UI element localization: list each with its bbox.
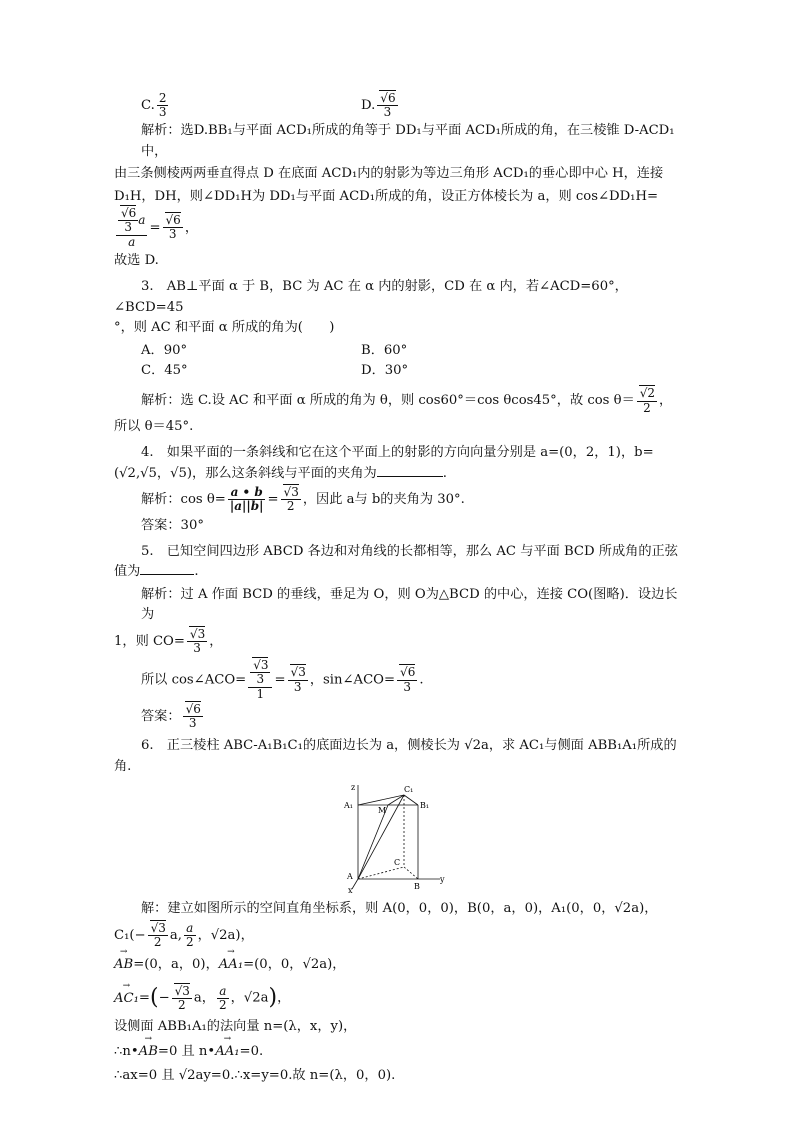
label-a1: A₁ <box>344 801 353 811</box>
q5-cos-den: 1 <box>256 686 265 701</box>
q5-line2-end: ， <box>209 634 223 650</box>
q6-vec-ab-val: =(0，a，0)， <box>133 956 219 972</box>
q2-options <box>114 92 680 119</box>
q5-stem-text: 值为 <box>114 564 141 580</box>
q4-result-num: √ 3 <box>283 484 299 499</box>
edge-c-b <box>404 867 418 879</box>
q3-solution-fraction <box>637 387 657 414</box>
q4-stem-line2 <box>114 464 680 484</box>
q6-ac1-frac1-den: 2 <box>177 997 186 1012</box>
q6-line6-vec-ab: → AB <box>139 1042 158 1062</box>
q2-option-c-denominator: 3 <box>158 105 167 120</box>
q5-cos-eq: = <box>274 672 286 688</box>
q6-ac1-frac1 <box>172 985 192 1012</box>
q5-sin-text: ，sin∠ACO= <box>309 672 396 688</box>
q5-solution-line2-text: 1，则 CO= <box>114 634 185 650</box>
q5-sin-fraction <box>397 666 417 693</box>
q3-solution-end: ， <box>659 393 673 409</box>
q6-solution-line2 <box>114 922 680 949</box>
q6-line6-c: =0. <box>239 1043 264 1059</box>
label-b1: B₁ <box>420 801 430 811</box>
q4-stem-end: . <box>442 465 447 481</box>
q6-solution-line3 <box>114 955 680 975</box>
q4-solution-text: 解析：cos θ= <box>141 492 226 508</box>
q5-line3-end: . <box>419 672 424 688</box>
q5-solution-line2 <box>114 628 680 655</box>
q3-options-row1 <box>114 341 680 361</box>
q6-solution-line4: → AC₁=(− √ $\frac{3}{2}$ a， $\frac{a}{2}$ ，√2a)， <box>114 981 680 1015</box>
label-z: z <box>351 783 356 793</box>
q5-answer <box>114 703 680 730</box>
q5-sin-num: √ 6 <box>399 664 415 679</box>
q2-inner-var: a <box>138 213 146 228</box>
q5-co-den: 3 <box>193 641 201 656</box>
label-c1: C₁ <box>404 785 414 795</box>
q4-answer: 答案：30° <box>141 517 204 533</box>
q6-c1-frac2-num: a <box>184 922 196 936</box>
q5-solution-line3 <box>114 659 680 701</box>
label-a: A <box>347 872 353 882</box>
q6-vec-aa1: → AA₁ <box>219 955 243 975</box>
q2-result-fraction <box>163 214 183 241</box>
q6-c1-frac1-num: √ 3 <box>150 920 166 935</box>
q2-solution-line1: 解析：选D.BB₁与平面 ACD₁所成的角等于 DD₁与平面 ACD₁所成的角，在三棱锥 D-ACD₁中， <box>141 123 675 159</box>
q6-c1-mid: a, <box>169 927 182 943</box>
q6-ac1-frac1-num: √ 3 <box>174 983 190 998</box>
document-body <box>114 92 680 1089</box>
q6-c1-frac2-den: 2 <box>185 934 194 949</box>
q5-cos-text: 所以 cos∠ACO= <box>141 672 247 688</box>
q2-option-d <box>361 92 581 119</box>
q2-solution-fraction <box>116 207 147 249</box>
q3-option-c: C．45° <box>141 363 188 379</box>
q6-left-paren: ( <box>149 985 159 1011</box>
q2-inner-num: √ 6 <box>120 205 136 220</box>
q5-stem-line1: 5. 已知空间四边形 ABCD 各边和对角线的长都相等，那么 AC 与平面 BCD 所成角的正弦 <box>141 544 678 560</box>
q5-cos-fraction <box>248 659 272 701</box>
q3-solution-line1 <box>114 387 680 414</box>
q5-solution-line1: 解析：过 A 作面 BCD 的垂线，垂足为 O，则 O为△BCD 的中心，连接 CO(图略)．设边长为 <box>141 586 678 623</box>
q6-ac1-frac2 <box>217 985 229 1012</box>
q2-solution-line4: 故选 D. <box>114 252 159 268</box>
q6-c1-frac1 <box>148 922 168 949</box>
q4-stem-line1: 4. 如果平面的一条斜线和它在这个平面上的射影的方向向量分别是 a=(0，2，1)，b= <box>141 445 654 461</box>
q4-answer-blank <box>377 464 443 477</box>
edge-a-c <box>358 867 404 879</box>
q3-option-a: A．90° <box>141 342 188 358</box>
q6-vec-ab: → AB <box>114 955 133 975</box>
q6-solution-line7: ∴ax=0 且 √2ay=0.∴x=y=0.故 n=(λ，0，0). <box>114 1068 396 1084</box>
q3-solution-den: 2 <box>643 400 651 415</box>
q3-solution-line2: 所以 θ＝45°. <box>114 418 194 434</box>
edge-a1-c1 <box>358 795 404 805</box>
q4-solution <box>114 486 680 513</box>
q2-option-c-fraction <box>157 92 169 119</box>
q2-fraction-den: a <box>128 234 136 249</box>
q2-option-d-label: D. <box>361 98 376 114</box>
q2-option-c-numerator: 2 <box>158 91 167 105</box>
label-c: C <box>394 858 401 868</box>
q2-option-c <box>141 92 361 119</box>
q4-result-fraction <box>281 486 301 513</box>
q6-c1-frac1-den: 2 <box>153 934 162 949</box>
q6-stem-line2: 角. <box>114 758 132 774</box>
label-m: M <box>378 806 387 816</box>
q6-vec-ac1-eq: = <box>138 990 150 1006</box>
q5-co-fraction <box>187 628 207 655</box>
q2-eq: = <box>149 220 161 236</box>
x-axis <box>352 879 358 889</box>
q6-vec-ac1: → AC₁ <box>114 989 139 1009</box>
q6-ac1-mid: a， <box>193 990 215 1006</box>
label-b: B <box>414 882 420 892</box>
edge-c1-b1 <box>404 795 418 805</box>
q3-stem-line1: 3. AB⊥平面 α 于 B，BC 为 AC 在 α 内的射影，CD 在 α 内，若∠ACD=60°，∠BCD=45 <box>114 279 628 315</box>
q4-eq: = <box>267 492 279 508</box>
q6-prism-figure <box>114 781 680 893</box>
q5-stem-end: . <box>194 564 199 580</box>
q2-result-num: √ 6 <box>165 212 181 227</box>
q6-ac1-end: ，√2a <box>230 990 269 1006</box>
q6-line6-b: =0 且 n• <box>157 1043 216 1059</box>
q6-solution-line5: 设侧面 ABB₁A₁的法向量 n=(λ，x，y)， <box>114 1019 357 1035</box>
q6-solution-line1: 解：建立如图所示的空间直角坐标系，则 A(0，0，0)，B(0，a，0)，A₁(0，0，√2a)， <box>141 901 658 917</box>
q2-inner-den: 3 <box>124 220 132 235</box>
q2-solution-line2: 由三条侧棱两两垂直得点 D 在底面 ACD₁内的射影为等边三角形 ACD₁的垂心即中心 H，连接 <box>114 166 664 182</box>
q5-cos-result-den: 3 <box>293 679 302 694</box>
q6-vec-aa1-val: =(0，0，√2a)， <box>243 956 346 972</box>
q2-solution-line3-text: D₁H，DH，则∠DD₁H为 DD₁与平面 ACD₁所成的角，设正方体棱长为 a，则 cos∠DD₁H= <box>114 188 659 204</box>
q5-answer-num: √ 6 <box>185 701 201 716</box>
q5-answer-den: 3 <box>188 715 197 730</box>
q4-solution-fraction <box>228 486 266 513</box>
q5-cos-inner-num: √ 3 <box>252 657 268 672</box>
q6-line6-a: ∴n• <box>114 1043 139 1059</box>
q5-answer-label: 答案： <box>141 708 181 724</box>
q2-option-d-denominator: 3 <box>383 105 392 120</box>
q4-solution-end: ，因此 a与 b的夹角为 30°. <box>302 492 465 508</box>
segment-a-m <box>358 805 388 879</box>
q3-option-b: B．60° <box>361 342 408 358</box>
label-x: x <box>348 886 353 894</box>
q5-answer-fraction <box>183 703 203 730</box>
q5-co-num: √ 3 <box>189 626 205 641</box>
q5-cos-result-num: √ 3 <box>290 664 306 679</box>
q6-c1-end: ，√2a)， <box>197 927 254 943</box>
q2-option-d-fraction <box>377 92 397 119</box>
q6-ac1-frac2-den: 2 <box>218 997 227 1012</box>
q3-options-row2 <box>114 361 680 381</box>
q5-answer-blank <box>140 562 194 575</box>
q5-sin-den: 3 <box>403 679 412 694</box>
q2-option-d-numerator: √ 6 <box>379 90 395 105</box>
q2-option-c-label: C. <box>141 98 155 114</box>
q2-result-den: 3 <box>168 227 177 242</box>
q2-solution-line3 <box>114 187 680 249</box>
q4-stem-text: (√2,√5，√5)，那么这条斜线与平面的夹角为 <box>114 465 377 481</box>
q6-right-paren: ) <box>268 985 278 1011</box>
q3-option-d: D．30° <box>361 363 409 379</box>
q2-line3-end: ， <box>184 220 198 236</box>
q4-solution-num: a • b <box>228 486 266 500</box>
q6-ac1-frac2-num: a <box>217 985 229 999</box>
q5-stem-line2 <box>114 562 680 582</box>
q6-solution-line6 <box>114 1042 680 1062</box>
label-y: y <box>440 875 445 885</box>
q5-cos-inner-den: 3 <box>256 672 265 687</box>
q6-c1-text: C₁(− <box>114 927 146 943</box>
q6-c1-frac2 <box>184 922 196 949</box>
q6-line6-vec-aa1: → AA₁ <box>215 1042 239 1062</box>
q3-stem-line2: °，则 AC 和平面 α 所成的角为( ) <box>114 320 335 336</box>
q4-result-den: 2 <box>286 499 295 514</box>
prism-diagram <box>342 781 452 893</box>
q3-solution-num: √ 2 <box>639 385 655 400</box>
q3-solution-text: 解析：选 C.设 AC 和平面 α 所成的角为 θ，则 cos60°＝cos θcos45°，故 cos θ＝ <box>141 393 635 409</box>
q5-cos-result-fraction <box>288 666 308 693</box>
q6-stem-line1: 6. 正三棱柱 ABC-A₁B₁C₁的底面边长为 a，侧棱长为 √2a，求 AC₁与侧面 ABB₁A₁所成的 <box>141 738 677 754</box>
q4-solution-den: |a||b| <box>229 499 264 514</box>
